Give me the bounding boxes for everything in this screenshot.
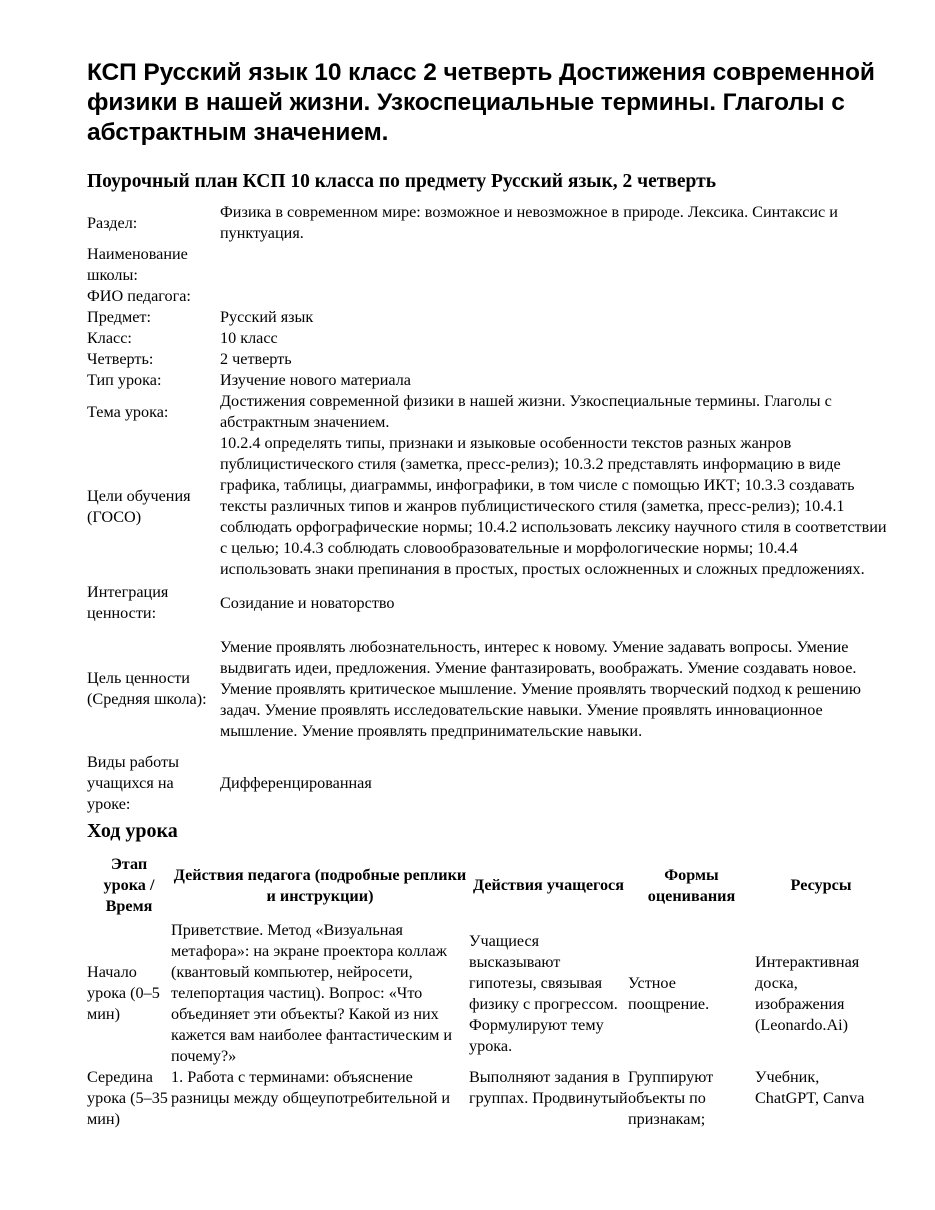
lesson-steps-table xyxy=(87,851,887,1130)
info-value: Дифференцированная xyxy=(220,774,372,792)
info-key: Тема урока: xyxy=(87,402,169,421)
info-key: Цели обучения (ГОСО) xyxy=(87,486,191,526)
info-key: Четверть: xyxy=(87,350,154,368)
steps-header-row xyxy=(87,851,887,920)
info-row xyxy=(87,626,887,752)
info-key: Раздел: xyxy=(87,213,138,232)
teacher-actions-cell: 1. Работа с терминами: объяснение разницы между общеупотребительной и xyxy=(171,1068,451,1107)
info-key: Интеграция ценности: xyxy=(87,583,169,622)
document-title: КСП Русский язык 10 класс 2 четверть Достижения современной физики в нашей жизни. Узкоспециальные термины. Глаголы с абстрактным значением. xyxy=(87,59,875,146)
table-row xyxy=(87,920,887,1067)
col-header-assessment: Формы оценивания xyxy=(647,865,736,905)
stage-cell: Середина урока (5–35 мин) xyxy=(87,1068,168,1128)
info-value: Изучение нового материала xyxy=(220,371,411,389)
info-key: Предмет: xyxy=(87,308,151,326)
teacher-actions-cell: Приветствие. Метод «Визуальная метафора»: на экране проектора коллаж (квантовый компьютер, нейросети, телепортация частиц). Вопрос: «Что объединяет эти объекты? Какой из них кажется вам наиболее фантастическим и почему?» xyxy=(171,921,453,1065)
resources-cell: Интерактивная доска, изображения (Leonardo.Ai) xyxy=(755,952,860,1034)
info-row xyxy=(87,433,887,580)
col-header-student-actions: Действия учащегося xyxy=(472,876,624,894)
info-row xyxy=(87,328,887,349)
info-row xyxy=(87,244,887,286)
info-row xyxy=(87,286,887,307)
info-key: Цель ценности (Средняя школа): xyxy=(87,669,207,708)
plan-subtitle: Поурочный план КСП 10 класса по предмету Русский язык, 2 четверть xyxy=(87,171,717,192)
info-row xyxy=(87,370,887,391)
info-value: 2 четверть xyxy=(220,350,292,368)
info-key: Виды работы учащихся на уроке: xyxy=(87,753,179,813)
student-actions-cell: Выполняют задания в группах. Продвинутый xyxy=(469,1068,628,1107)
info-row xyxy=(87,307,887,328)
info-value: Достижения современной физики в нашей жизни. Узкоспециальные термины. Глаголы с абстрактным значением. xyxy=(220,392,832,431)
info-row xyxy=(87,580,887,626)
info-key: Класс: xyxy=(87,329,132,347)
resources-cell: Учебник, ChatGPT, Canva xyxy=(755,1068,865,1107)
table-row xyxy=(87,1067,887,1130)
info-value xyxy=(220,286,887,307)
info-key: Тип урока: xyxy=(87,371,162,389)
info-row xyxy=(87,752,887,815)
info-row xyxy=(87,391,887,433)
stage-cell: Начало урока (0–5 мин) xyxy=(87,963,160,1023)
info-value: Русский язык xyxy=(220,308,314,326)
info-value: Созидание и новаторство xyxy=(220,593,395,612)
col-header-teacher-actions: Действия педагога (подробные реплики и инструкции) xyxy=(173,865,467,905)
info-row xyxy=(87,349,887,370)
lesson-progress-heading: Ход урока xyxy=(87,820,178,842)
assessment-cell: Устное поощрение. xyxy=(628,973,710,1013)
lesson-info-table xyxy=(87,202,887,815)
student-actions-cell: Учащиеся высказывают гипотезы, связывая физику с прогрессом. Формулируют тему урока. xyxy=(469,931,618,1055)
info-value: 10.2.4 определять типы, признаки и языковые особенности текстов разных жанров публицистического стиля (заметка, пресс-релиз); 10.3.2 представлять информацию в виде графика, таблицы, диаграммы, инфографики, в том числе с помощью ИКТ; 10.3.3 создавать тексты различных типов и жанров публицистического стиля (заметка, пресс-релиз); 10.4.1 соблюдать орфографические нормы; 10.4.2 использовать лексику научного стиля в соответствии с целью; 10.4.3 соблюдать словообразовательные и морфологические нормы; 10.4.4 использовать знаки препинания в простых, простых осложненных и сложных предложениях. xyxy=(220,434,887,578)
col-header-resources: Ресурсы xyxy=(790,876,852,894)
info-value: 10 класс xyxy=(220,329,278,347)
assessment-cell: Группируют объекты по признакам; xyxy=(628,1068,714,1128)
info-value: Умение проявлять любознательность, интерес к новому. Умение задавать вопросы. Умение выдвигать идеи, предложения. Умение фантазировать, воображать. Умение создавать новое. Умение проявлять критическое мышление. Умение проявлять творческий подход к решению задач. Умение проявлять исследовательские навыки. Умение проявлять инновационное мышление. Умение проявлять предпринимательские навыки. xyxy=(220,637,861,740)
info-key: Наименование школы: xyxy=(87,245,188,284)
info-value xyxy=(220,244,887,286)
info-value: Физика в современном мире: возможное и невозможное в природе. Лексика. Синтаксис и пунктуация. xyxy=(220,203,838,242)
info-key: ФИО педагога: xyxy=(87,287,191,305)
document-page xyxy=(87,58,887,1130)
info-row xyxy=(87,202,887,244)
col-header-stage: Этап урока / Время xyxy=(103,855,155,915)
